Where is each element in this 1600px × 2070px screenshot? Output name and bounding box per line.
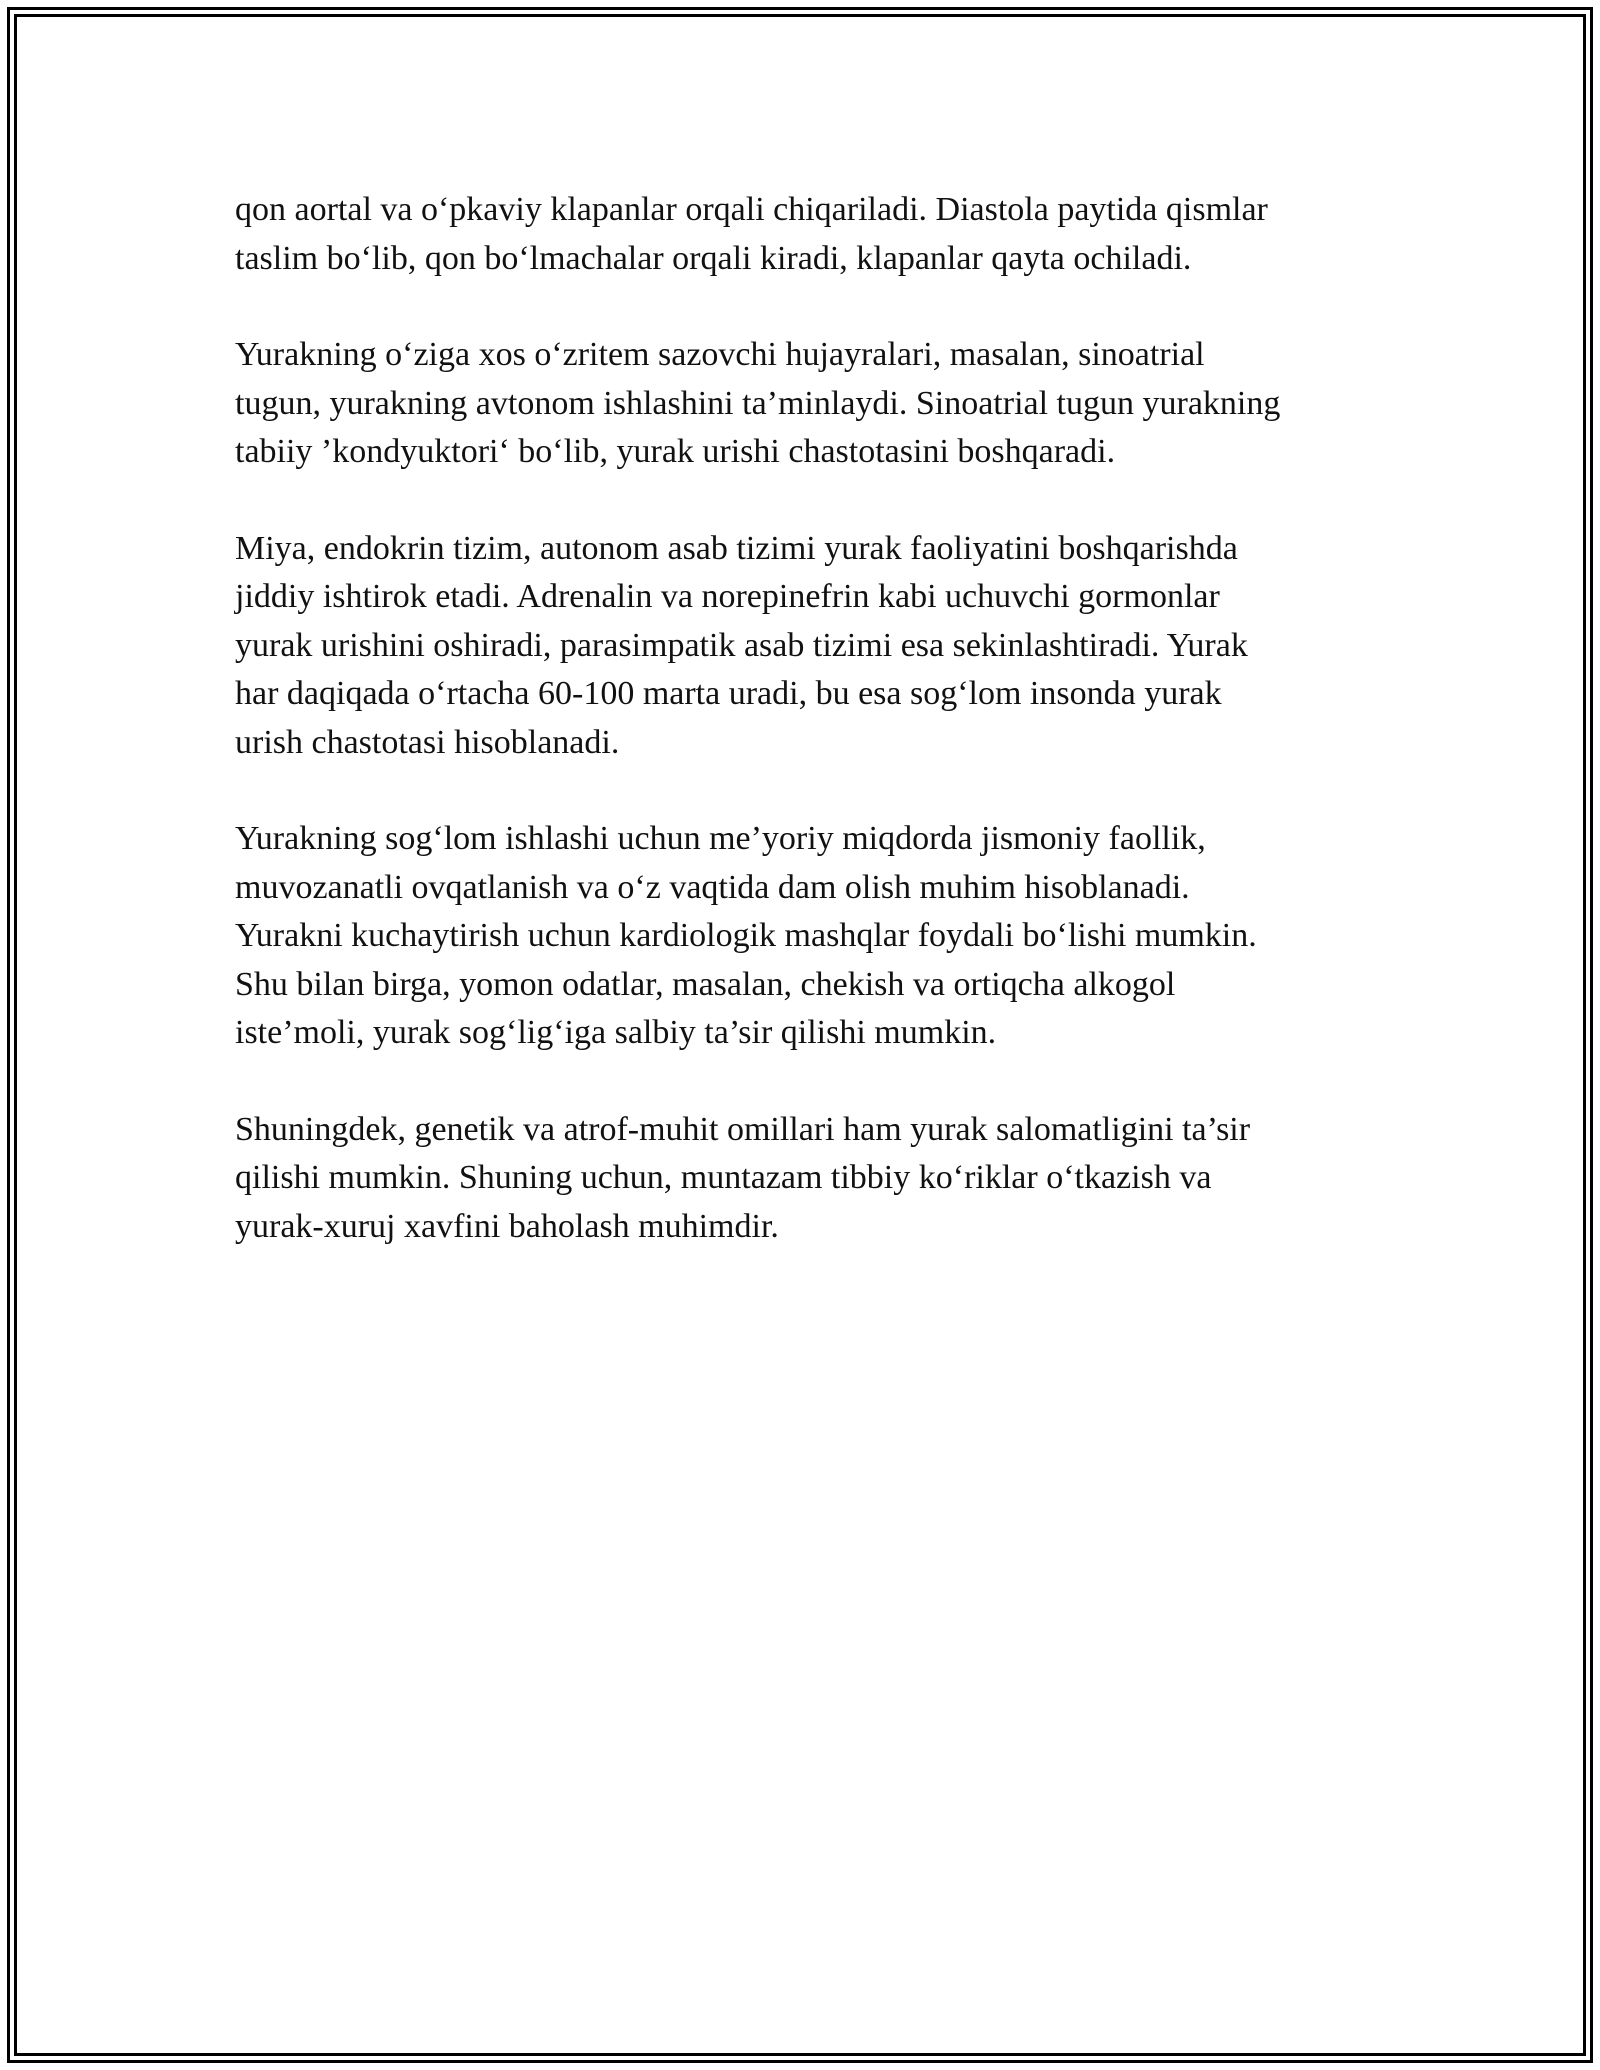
- text-line: Yurakni kuchaytirish uchun kardiologik mashqlar foydali bo‘lishi mumkin.: [235, 917, 1257, 954]
- text-line: Yurakning o‘ziga xos o‘zritem sazovchi hujayralari, masalan, sinoatrial: [235, 336, 1205, 373]
- text-line: muvozanatli ovqatlanish va o‘z vaqtida dam olish muhim hisoblanadi.: [235, 868, 1190, 906]
- text-line: qilishi mumkin. Shuning uchun, muntazam tibbiy ko‘riklar o‘tkazish va: [235, 1159, 1212, 1196]
- text-line: yurak urishini oshiradi, parasimpatik asab tizimi esa sekinlashtiradi. Yurak: [235, 626, 1248, 664]
- text-line: Shu bilan birga, yomon odatlar, masalan, chekish va ortiqcha alkogol: [235, 965, 1176, 1003]
- text-line: Yurakning sog‘lom ishlashi uchun me’yoriy miqdorda jismoniy faollik,: [235, 820, 1206, 857]
- text-line: yurak-xuruj xavfini baholash muhimdir.: [235, 1207, 779, 1245]
- text-line: qon aortal va o‘pkaviy klapanlar orqali chiqariladi. Diastola paytida qismlar: [235, 191, 1268, 228]
- text-line: har daqiqada o‘rtacha 60-100 marta uradi, bu esa sog‘lom insonda yurak: [235, 675, 1222, 712]
- paragraph-healthy-heart: [235, 815, 1375, 1058]
- text-line: tabiiy ’kondyuktori‘ bo‘lib, yurak urishi chastotasini boshqaradi.: [235, 433, 1116, 470]
- text-line: urish chastotasi hisoblanadi.: [235, 723, 620, 761]
- paragraph-systole-diastole: [235, 186, 1375, 283]
- paragraph-risk-factors: [235, 1106, 1375, 1252]
- paragraph-heart-regulation: [235, 525, 1375, 768]
- text-line: iste’moli, yurak sog‘lig‘iga salbiy ta’sir qilishi mumkin.: [235, 1014, 997, 1051]
- paragraph-sinoatrial-node: [235, 331, 1375, 477]
- text-line: tugun, yurakning avtonom ishlashini ta’minlaydi. Sinoatrial tugun yurakning: [235, 384, 1281, 422]
- text-line: taslim bo‘lib, qon bo‘lmachalar orqali kiradi, klapanlar qayta ochiladi.: [235, 239, 1192, 277]
- text-line: jiddiy ishtirok etadi. Adrenalin va norepinefrin kabi uchuvchi gormonlar: [235, 578, 1220, 615]
- text-line: Shuningdek, genetik va atrof-muhit omillari ham yurak salomatligini ta’sir: [235, 1110, 1251, 1148]
- text-line: Miya, endokrin tizim, autonom asab tizimi yurak faoliyatini boshqarishda: [235, 529, 1238, 567]
- document-body: [235, 186, 1375, 1299]
